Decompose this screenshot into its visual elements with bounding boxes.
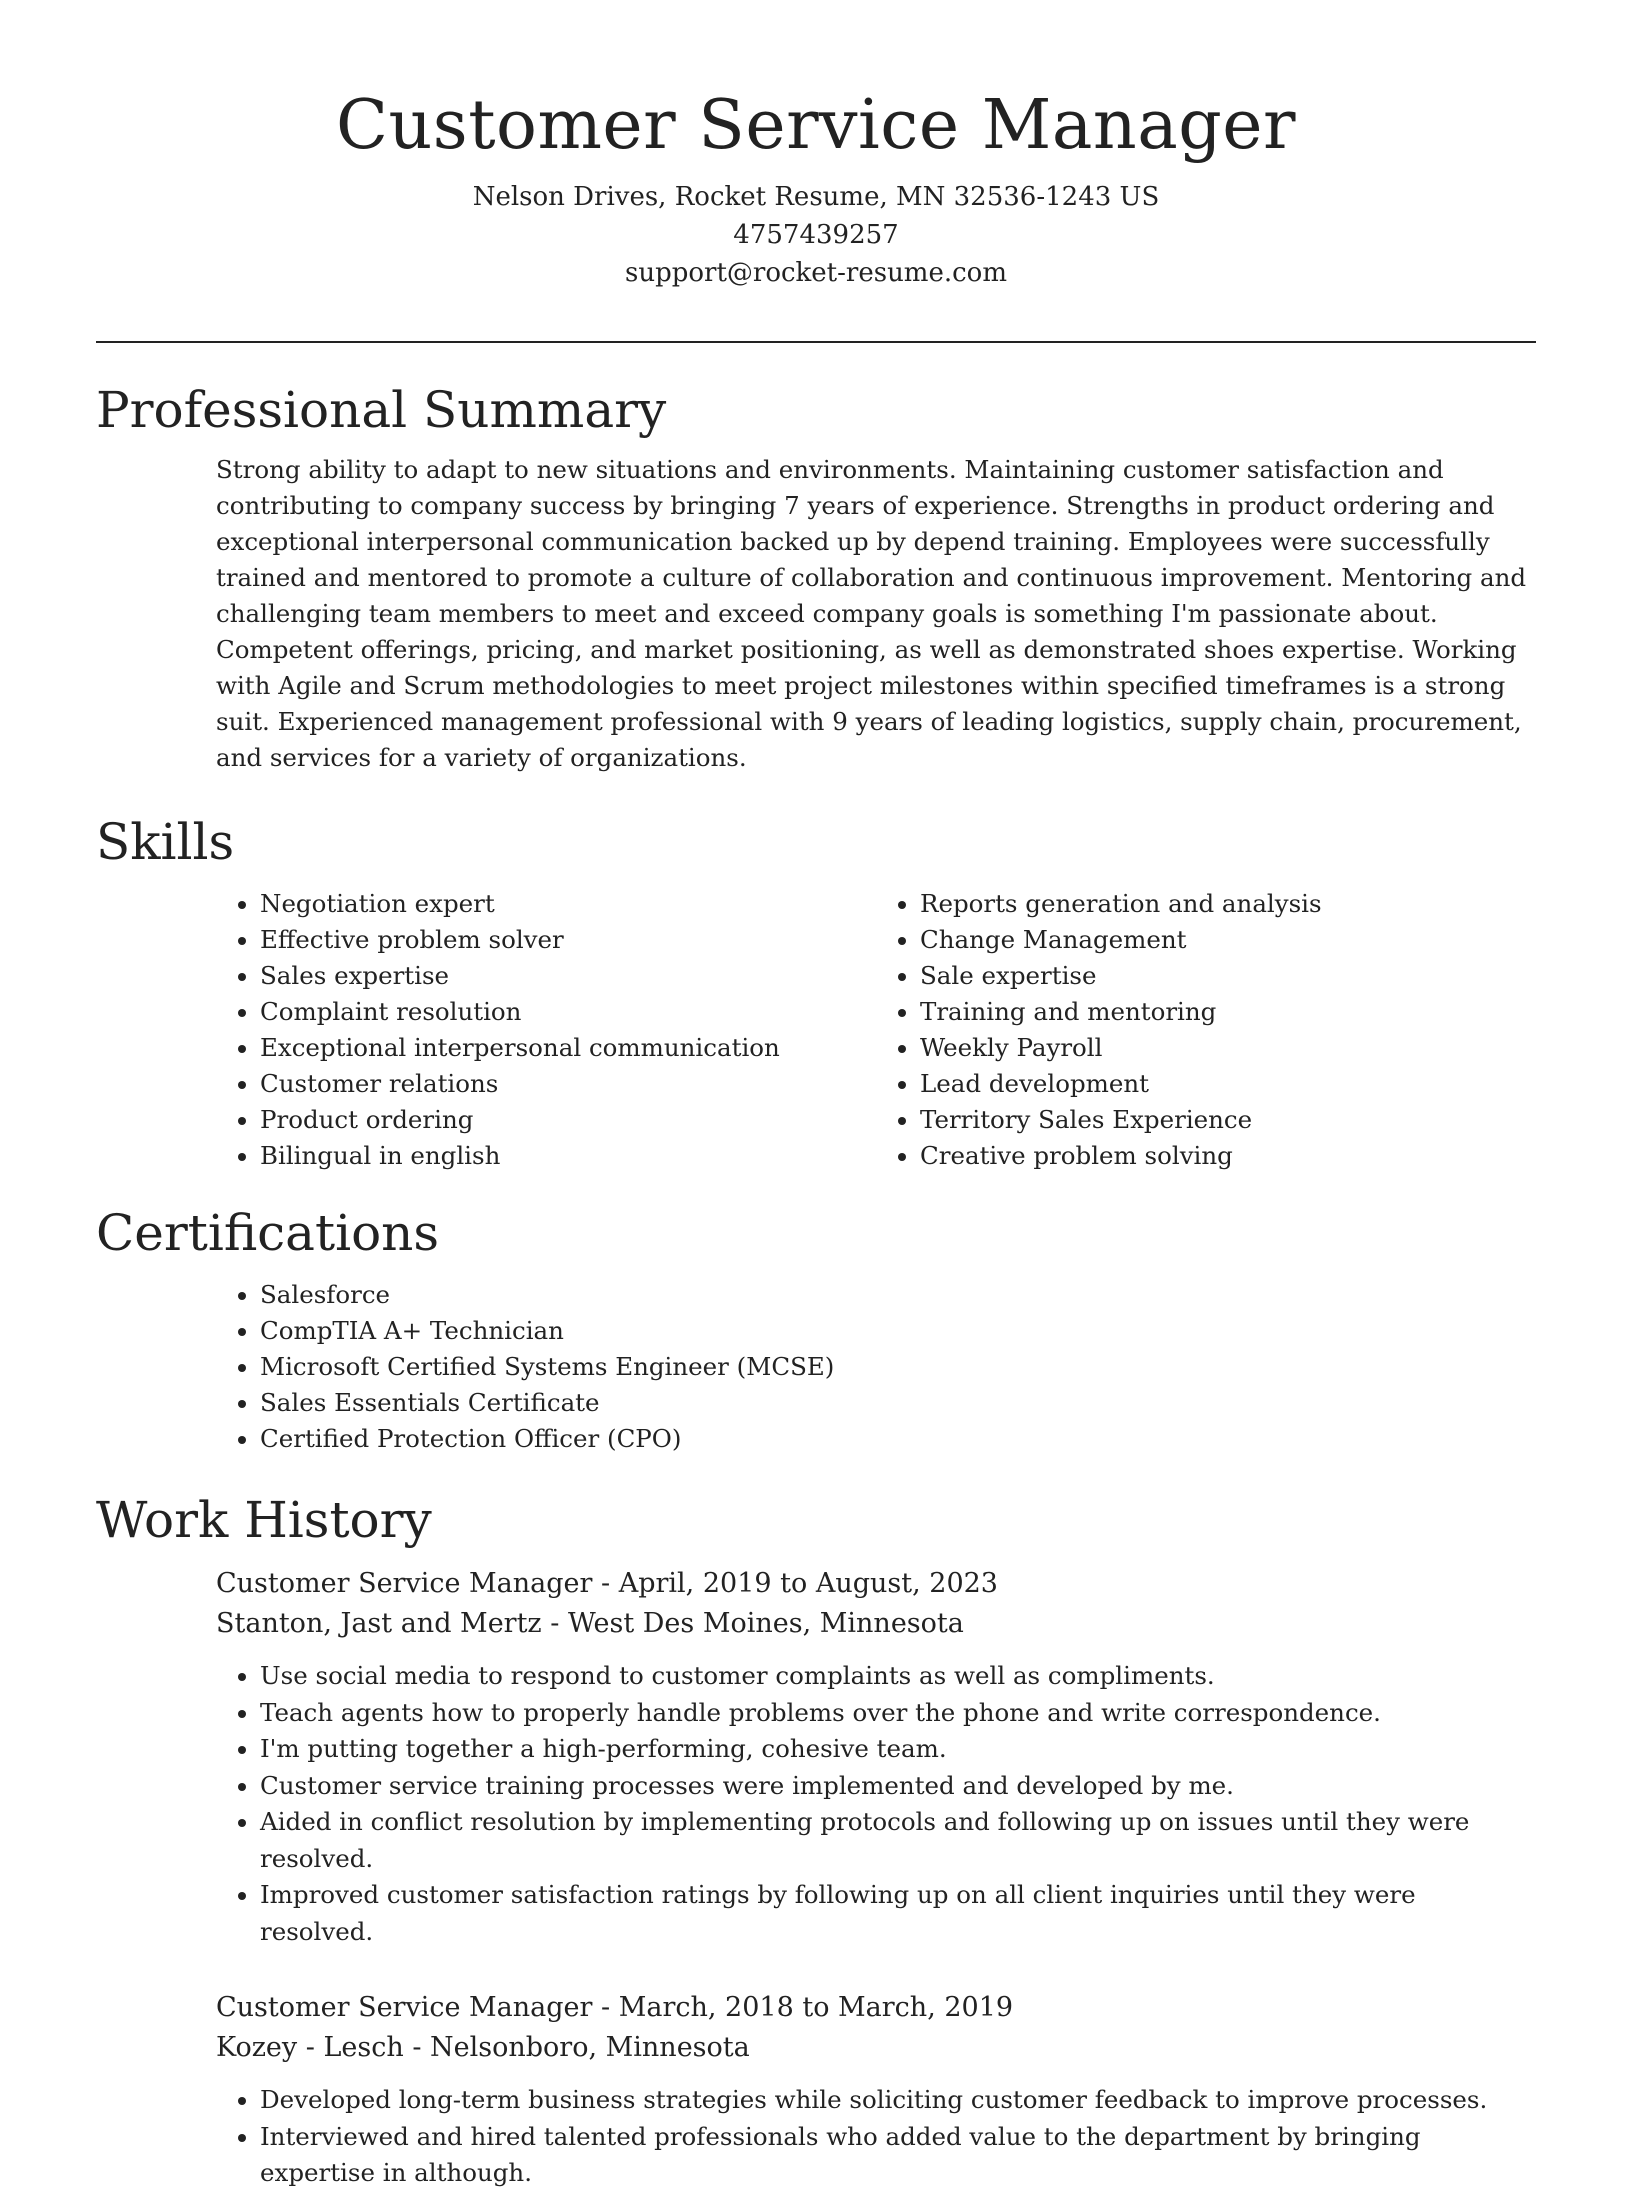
skills-grid xyxy=(216,886,1536,1174)
job-company: Kozey - Lesch xyxy=(216,2032,404,2063)
summary-text: Strong ability to adapt to new situations and environments. Maintaining customer satisfaction and contributing to company success by bringing 7 years of experience. Strengths in product ordering and exceptional interpersonal communication backed up by depend training. Employees were successfully trained and mentored to promote a culture of collaboration and continuous improvement. Mentoring and challenging team members to meet and exceed company goals is something I'm passionate about. Competent offerings, pricing, and market positioning, as well as demonstrated shoes expertise. Working with Agile and Scrum methodologies to meet project milestones within specified timeframes is a strong suit. Experienced management professional with 9 years of leading logistics, supply chain, procurement, and services for a variety of organizations. xyxy=(216,455,1527,772)
skill-item: • Creative problem solving xyxy=(920,1138,1536,1174)
job-bullet: • Customer service training processes were implemented and developed by me. xyxy=(260,1768,1536,1805)
job-bullet: • Improved customer satisfaction ratings by following up on all client inquiries until they were resolved. xyxy=(260,1877,1536,1950)
certifications-list-wrap xyxy=(216,1277,1536,1457)
contact-phone: 4757439257 xyxy=(733,220,899,250)
header-divider xyxy=(96,341,1536,343)
skill-item: • Training and mentoring xyxy=(920,994,1536,1030)
candidate-name: Customer Service Manager xyxy=(335,86,1297,165)
certification-item: • Salesforce xyxy=(260,1277,1536,1313)
skills-list-left xyxy=(216,886,876,1174)
skill-item: • Lead development xyxy=(920,1066,1536,1102)
skill-item: • Bilingual in english xyxy=(260,1138,876,1174)
skill-item: • Sale expertise xyxy=(920,958,1536,994)
certification-item: • CompTIA A+ Technician xyxy=(260,1313,1536,1349)
job-title-line xyxy=(216,1988,1536,2028)
skill-item: • Weekly Payroll xyxy=(920,1030,1536,1066)
job-bullets xyxy=(216,2082,1536,2192)
job-bullet: • Interviewed and hired talented professionals who added value to the department by bringing expertise in although. xyxy=(260,2119,1536,2192)
skill-item: • Reports generation and analysis xyxy=(920,886,1536,922)
skill-item: • Territory Sales Experience xyxy=(920,1102,1536,1138)
summary-section xyxy=(96,380,1536,776)
skills-list-right xyxy=(876,886,1536,1174)
job-bullet: • Developed long-term business strategies while soliciting customer feedback to improve processes. xyxy=(260,2082,1536,2119)
job-company-line xyxy=(216,1604,1536,1644)
job-company-line xyxy=(216,2028,1536,2068)
skill-item: • Change Management xyxy=(920,922,1536,958)
work-history-heading: Work History xyxy=(96,1491,432,1549)
job-dates: - April, 2019 to August, 2023 xyxy=(592,1568,998,1599)
skill-item: • Customer relations xyxy=(260,1066,876,1102)
skill-item: • Sales expertise xyxy=(260,958,876,994)
job-company: Stanton, Jast and Mertz xyxy=(216,1608,542,1639)
job-entry xyxy=(216,1564,1536,1950)
contact-email: support@rocket-resume.com xyxy=(624,258,1007,288)
job-dates: - March, 2018 to March, 2019 xyxy=(592,1992,1014,2023)
job-bullet: • I'm putting together a high-performing, cohesive team. xyxy=(260,1731,1536,1768)
skill-item: • Complaint resolution xyxy=(260,994,876,1030)
summary-heading: Professional Summary xyxy=(96,381,667,439)
certifications-heading: Certifications xyxy=(96,1204,440,1262)
job-bullet: • Aided in conflict resolution by implementing protocols and following up on issues until they were resolved. xyxy=(260,1804,1536,1877)
job-title-line xyxy=(216,1564,1536,1604)
skills-section xyxy=(96,812,1536,1174)
job-title: Customer Service Manager xyxy=(216,1992,593,2023)
job-location: - Nelsonboro, Minnesota xyxy=(403,2032,750,2063)
certification-item: • Certified Protection Officer (CPO) xyxy=(260,1421,1536,1457)
job-location: - West Des Moines, Minnesota xyxy=(541,1608,964,1639)
skill-item: • Product ordering xyxy=(260,1102,876,1138)
job-bullet: • Use social media to respond to customer complaints as well as compliments. xyxy=(260,1658,1536,1695)
job-title: Customer Service Manager xyxy=(216,1568,593,1599)
certifications-section xyxy=(96,1203,1536,1457)
work-history-section xyxy=(96,1490,1536,2192)
job-bullets xyxy=(216,1658,1536,1950)
job-entry xyxy=(216,1988,1536,2192)
job-bullet: • Teach agents how to properly handle problems over the phone and write correspondence. xyxy=(260,1695,1536,1732)
skills-heading: Skills xyxy=(96,813,235,871)
skill-item: • Negotiation expert xyxy=(260,886,876,922)
skill-item: • Exceptional interpersonal communication xyxy=(260,1030,876,1066)
certification-item: • Sales Essentials Certificate xyxy=(260,1385,1536,1421)
skill-item: • Effective problem solver xyxy=(260,922,876,958)
certification-item: • Microsoft Certified Systems Engineer (MCSE) xyxy=(260,1349,1536,1385)
certifications-list xyxy=(216,1277,1536,1457)
resume-header xyxy=(0,0,1632,292)
contact-info xyxy=(0,178,1632,292)
contact-address: Nelson Drives, Rocket Resume, MN 32536-1243 US xyxy=(472,182,1160,212)
